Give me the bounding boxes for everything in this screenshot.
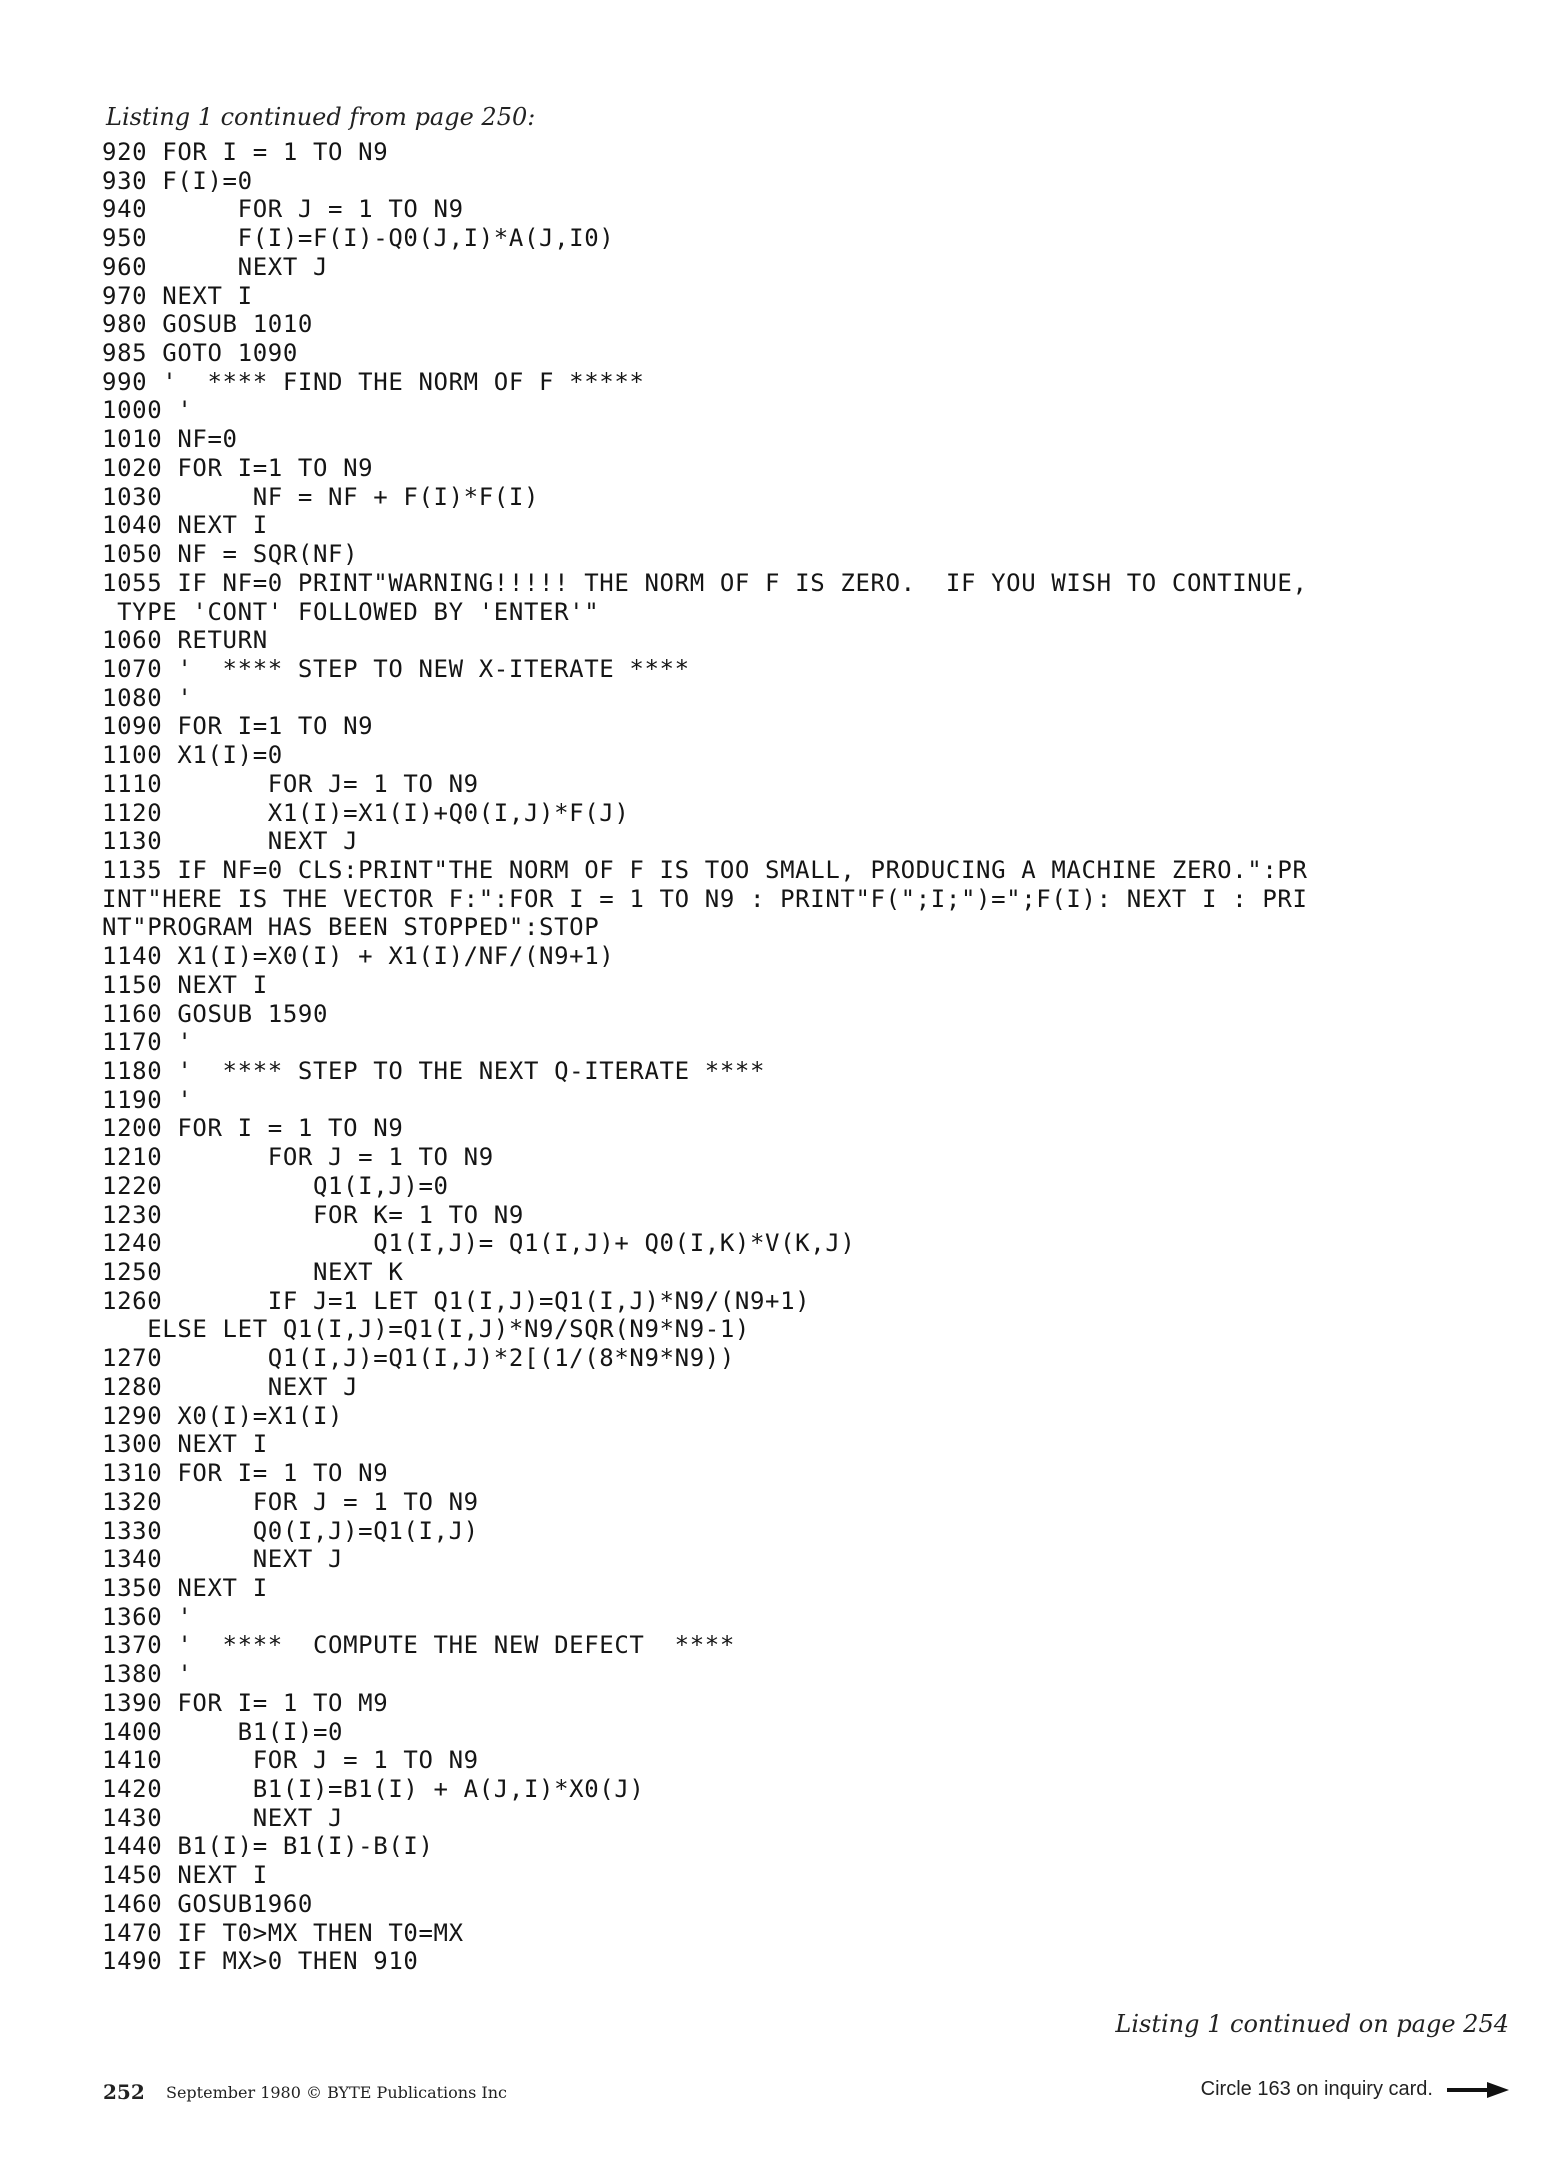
code-line: 1070 ' **** STEP TO NEW X-ITERATE **** xyxy=(102,654,690,683)
code-line: 1060 RETURN xyxy=(102,626,268,655)
code-line: 990 ' **** FIND THE NORM OF F ***** xyxy=(102,367,645,396)
listing-continued-from-note: Listing 1 continued from page 250: xyxy=(106,103,536,131)
code-line: 1400 B1(I)=0 xyxy=(102,1717,344,1746)
code-line: 1170 ' xyxy=(102,1028,193,1057)
code-line: 1260 IF J=1 LET Q1(I,J)=Q1(I,J)*N9/(N9+1) xyxy=(102,1286,811,1315)
code-line: 1120 X1(I)=X1(I)+Q0(I,J)*F(J) xyxy=(102,798,630,827)
code-line: 1420 B1(I)=B1(I) + A(J,I)*X0(J) xyxy=(102,1774,645,1803)
code-line: 970 NEXT I xyxy=(102,281,253,310)
code-line: 1490 IF MX>0 THEN 910 xyxy=(102,1947,419,1976)
inquiry-card-note xyxy=(1201,2078,1509,2101)
code-line: 985 GOTO 1090 xyxy=(102,339,298,368)
inquiry-text: Circle 163 on inquiry card. xyxy=(1200,2078,1433,2100)
code-line: 1450 NEXT I xyxy=(102,1861,268,1890)
code-line: 1210 FOR J = 1 TO N9 xyxy=(102,1143,494,1172)
code-line: 1030 NF = NF + F(I)*F(I) xyxy=(102,482,540,511)
code-line: 1360 ' xyxy=(102,1602,193,1631)
code-line: 1250 NEXT K xyxy=(102,1258,404,1287)
code-line: TYPE 'CONT' FOLLOWED BY 'ENTER'" xyxy=(102,597,600,626)
code-line: 1000 ' xyxy=(102,396,193,425)
code-line: 1055 IF NF=0 PRINT"WARNING!!!!! THE NORM OF F IS ZERO. IF YOU WISH TO CONTINUE, xyxy=(102,568,1308,597)
code-line: 1150 NEXT I xyxy=(102,970,268,999)
code-line: 1350 NEXT I xyxy=(102,1573,268,1602)
code-line: 1230 FOR K= 1 TO N9 xyxy=(102,1200,524,1229)
basic-code-listing xyxy=(102,138,1542,1976)
code-line: 1160 GOSUB 1590 xyxy=(102,999,329,1028)
code-line: 1270 Q1(I,J)=Q1(I,J)*2[(1/(8*N9*N9)) xyxy=(102,1344,735,1373)
code-line: 1040 NEXT I xyxy=(102,511,268,540)
page-number: 252 xyxy=(103,2080,145,2104)
code-line: 1290 X0(I)=X1(I) xyxy=(102,1401,344,1430)
code-line: 1380 ' xyxy=(102,1660,193,1689)
code-line: 1050 NF = SQR(NF) xyxy=(102,540,359,569)
code-line: 980 GOSUB 1010 xyxy=(102,310,313,339)
code-line: 1340 NEXT J xyxy=(102,1545,344,1574)
code-line: 1200 FOR I = 1 TO N9 xyxy=(102,1114,404,1143)
code-line: 920 FOR I = 1 TO N9 xyxy=(102,138,389,166)
code-line: 1330 Q0(I,J)=Q1(I,J) xyxy=(102,1516,479,1545)
code-line: 1110 FOR J= 1 TO N9 xyxy=(102,769,479,798)
code-line: 1390 FOR I= 1 TO M9 xyxy=(102,1688,389,1717)
code-line: 1410 FOR J = 1 TO N9 xyxy=(102,1746,479,1775)
code-line: 1130 NEXT J xyxy=(102,827,359,856)
code-line: 950 F(I)=F(I)-Q0(J,I)*A(J,I0) xyxy=(102,224,615,253)
code-line: 1300 NEXT I xyxy=(102,1430,268,1459)
code-line: 1010 NF=0 xyxy=(102,425,238,454)
code-line: 1180 ' **** STEP TO THE NEXT Q-ITERATE **** xyxy=(102,1057,766,1085)
code-line: ELSE LET Q1(I,J)=Q1(I,J)*N9/SQR(N9*N9-1) xyxy=(102,1315,750,1344)
code-line: 1020 FOR I=1 TO N9 xyxy=(102,453,374,482)
code-line: 1280 NEXT J xyxy=(102,1372,359,1401)
code-line: 1135 IF NF=0 CLS:PRINT"THE NORM OF F IS TOO SMALL, PRODUCING A MACHINE ZERO.":PR xyxy=(102,855,1308,884)
code-line: 960 NEXT J xyxy=(102,252,329,281)
code-line: 1460 GOSUB1960 xyxy=(102,1889,313,1918)
code-line: 1220 Q1(I,J)=0 xyxy=(102,1171,449,1200)
listing-continued-on-note: Listing 1 continued on page 254 xyxy=(1115,2010,1509,2038)
publication-info: September 1980 © BYTE Publications Inc xyxy=(166,2083,507,2102)
code-line: INT"HERE IS THE VECTOR F:":FOR I = 1 TO N9 : PRINT"F(";I;")=";F(I): NEXT I : PRI xyxy=(102,884,1308,913)
arrow-right-icon xyxy=(1447,2082,1509,2098)
code-line: 940 FOR J = 1 TO N9 xyxy=(102,195,464,224)
code-line: 1370 ' **** COMPUTE THE NEW DEFECT **** xyxy=(102,1631,735,1660)
code-line: 1100 X1(I)=0 xyxy=(102,741,283,770)
code-line: 1240 Q1(I,J)= Q1(I,J)+ Q0(I,K)*V(K,J) xyxy=(102,1229,856,1258)
code-line: 1080 ' xyxy=(102,683,193,712)
code-line: 1190 ' xyxy=(102,1085,193,1114)
code-line: 930 F(I)=0 xyxy=(102,166,253,195)
code-line: 1310 FOR I= 1 TO N9 xyxy=(102,1459,389,1488)
code-line: 1140 X1(I)=X0(I) + X1(I)/NF/(N9+1) xyxy=(102,942,615,971)
code-line: 1430 NEXT J xyxy=(102,1803,344,1832)
code-line: 1090 FOR I=1 TO N9 xyxy=(102,712,374,741)
code-line: 1440 B1(I)= B1(I)-B(I) xyxy=(102,1832,434,1861)
code-line: NT"PROGRAM HAS BEEN STOPPED":STOP xyxy=(102,913,600,942)
code-line: 1470 IF T0>MX THEN T0=MX xyxy=(102,1918,464,1947)
code-line: 1320 FOR J = 1 TO N9 xyxy=(102,1487,479,1516)
